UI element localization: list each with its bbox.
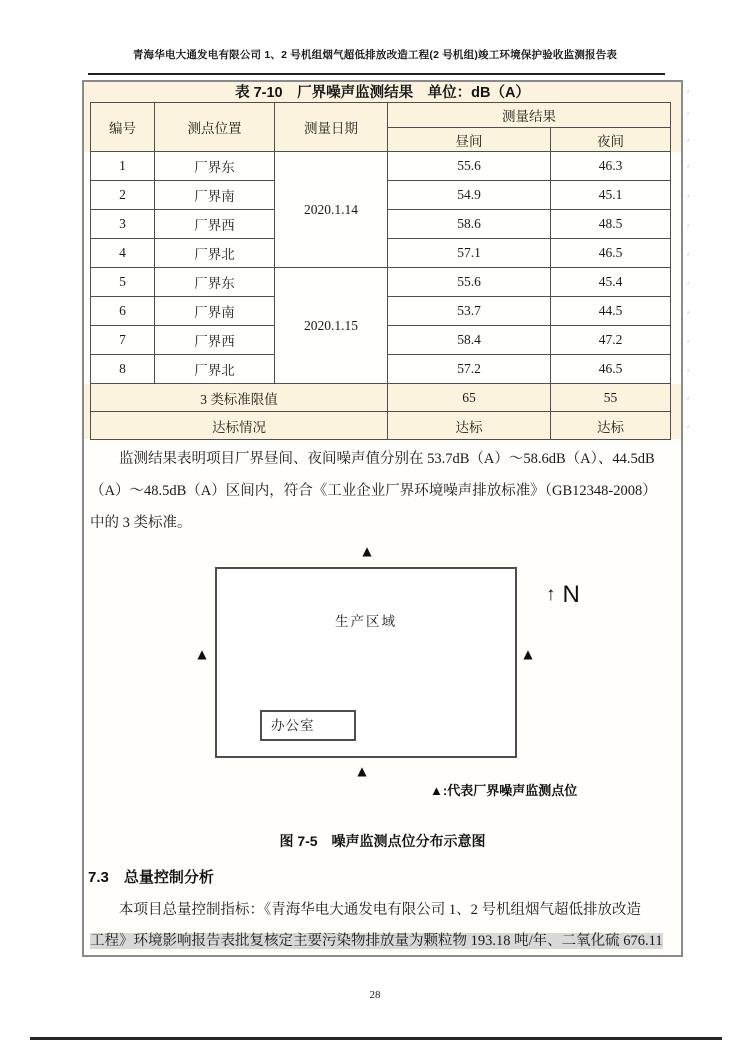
col-header-id: 编号 xyxy=(91,103,155,152)
figure-caption: 图 7-5 噪声监测点位分布示意图 xyxy=(279,833,486,849)
cell-day: 55.6 xyxy=(388,268,551,297)
cell-location: 厂界南 xyxy=(155,181,275,210)
north-letter: N xyxy=(562,581,580,608)
cell-end-mark: ʹ xyxy=(687,311,690,320)
result-paragraph xyxy=(90,443,684,539)
paragraph-line: 中的 3 类标准。 xyxy=(90,515,192,531)
cell-date-group-2: 2020.1.15 xyxy=(275,268,388,384)
cell-night: 46.3 xyxy=(551,152,671,181)
cell-night: 45.4 xyxy=(551,268,671,297)
cell-end-mark: ʹ xyxy=(687,112,690,121)
cell-end-mark: ʹ xyxy=(687,425,690,434)
cell-location: 厂界西 xyxy=(155,326,275,355)
cell-day: 53.7 xyxy=(388,297,551,326)
cell-date-group-1: 2020.1.14 xyxy=(275,152,388,268)
diagram-legend: ▲:代表厂界噪声监测点位 xyxy=(430,783,578,798)
cell-location: 厂界北 xyxy=(155,355,275,384)
header-rule xyxy=(88,73,665,75)
cell-end-mark: ʹ xyxy=(687,139,690,148)
noise-monitoring-table xyxy=(90,102,671,440)
monitor-point-marker-west: ▲ xyxy=(197,647,207,661)
cell-night: 46.5 xyxy=(551,239,671,268)
cell-end-mark: ʹ xyxy=(687,224,690,233)
office-box: 办公室 xyxy=(260,710,356,741)
cell-id: 6 xyxy=(91,297,155,326)
monitor-point-marker-east: ▲ xyxy=(523,647,533,661)
cell-end-mark: ʹ xyxy=(687,282,690,291)
cell-night: 45.1 xyxy=(551,181,671,210)
paragraph-line: 监测结果表明项目厂界昼间、夜间噪声值分别在 53.7dB（A）～58.6dB（A）、44.5dB xyxy=(119,451,655,467)
table-row xyxy=(91,268,671,297)
cell-id: 2 xyxy=(91,181,155,210)
col-header-location: 测点位置 xyxy=(155,103,275,152)
section-heading: 7.3 总量控制分析 xyxy=(88,869,214,886)
cell-day: 57.1 xyxy=(388,239,551,268)
limit-night: 55 xyxy=(551,384,671,412)
cell-id: 7 xyxy=(91,326,155,355)
cell-day: 54.9 xyxy=(388,181,551,210)
cell-night: 47.2 xyxy=(551,326,671,355)
page-number: 28 xyxy=(369,989,381,1001)
north-indicator xyxy=(546,581,580,609)
compliance-label: 达标情况 xyxy=(91,412,388,440)
cell-id: 8 xyxy=(91,355,155,384)
cell-end-mark: ʹ xyxy=(687,165,690,174)
cell-location: 厂界北 xyxy=(155,239,275,268)
cell-id: 1 xyxy=(91,152,155,181)
highlighted-text: 工程》环境影响报告表批复核定主要污染物排放量为颗粒物 193.18 吨/年、二氧化硫 676.11 xyxy=(90,933,663,949)
cell-location: 厂界南 xyxy=(155,297,275,326)
cell-location: 厂界西 xyxy=(155,210,275,239)
paragraph-line: （A）～48.5dB（A）区间内，符合《工业企业厂界环境噪声排放标准》（GB12348-2008） xyxy=(90,483,657,499)
monitor-point-marker-north: ▲ xyxy=(362,544,372,558)
cell-day: 58.4 xyxy=(388,326,551,355)
paragraph-line: 本项目总量控制指标：《青海华电大通发电有限公司 1、2 号机组烟气超低排放改造 xyxy=(119,902,641,918)
north-arrow-icon: ↑ xyxy=(546,584,556,605)
cell-end-mark: ʹ xyxy=(687,340,690,349)
paragraph-line-highlighted xyxy=(90,926,684,957)
cell-id: 4 xyxy=(91,239,155,268)
col-header-result: 测量结果 xyxy=(388,103,671,128)
cell-night: 44.5 xyxy=(551,297,671,326)
doc-header-title: 青海华电大通发电有限公司 1、2 号机组烟气超低排放改造工程(2 号机组)竣工环境保护验收监测报告表 xyxy=(132,49,618,61)
total-control-paragraph xyxy=(90,895,684,957)
cell-end-mark: ʹ xyxy=(687,369,690,378)
cell-end-mark: ʹ xyxy=(687,195,690,204)
cell-location: 厂界东 xyxy=(155,152,275,181)
production-area-label: 生产区域 xyxy=(335,614,397,629)
footer-rule xyxy=(30,1037,722,1040)
cell-end-mark: ʹ xyxy=(687,90,690,99)
cell-day: 57.2 xyxy=(388,355,551,384)
cell-night: 46.5 xyxy=(551,355,671,384)
cell-id: 5 xyxy=(91,268,155,297)
col-header-day: 昼间 xyxy=(388,128,551,152)
limit-day: 65 xyxy=(388,384,551,412)
cell-location: 厂界东 xyxy=(155,268,275,297)
table-header-row-1 xyxy=(91,103,671,128)
cell-end-mark: ʹ xyxy=(687,253,690,262)
col-header-date: 测量日期 xyxy=(275,103,388,152)
compliance-night: 达标 xyxy=(551,412,671,440)
cell-day: 55.6 xyxy=(388,152,551,181)
table-row xyxy=(91,152,671,181)
limit-label: 3 类标准限值 xyxy=(91,384,388,412)
monitor-point-marker-south: ▲ xyxy=(357,764,367,778)
cell-end-mark: ʹ xyxy=(687,397,690,406)
cell-day: 58.6 xyxy=(388,210,551,239)
table-caption: 表 7-10 厂界噪声监测结果 单位：dB（A） xyxy=(235,85,530,101)
compliance-row xyxy=(91,412,671,440)
cell-night: 48.5 xyxy=(551,210,671,239)
limit-row xyxy=(91,384,671,412)
compliance-day: 达标 xyxy=(388,412,551,440)
cell-id: 3 xyxy=(91,210,155,239)
col-header-night: 夜间 xyxy=(551,128,671,152)
